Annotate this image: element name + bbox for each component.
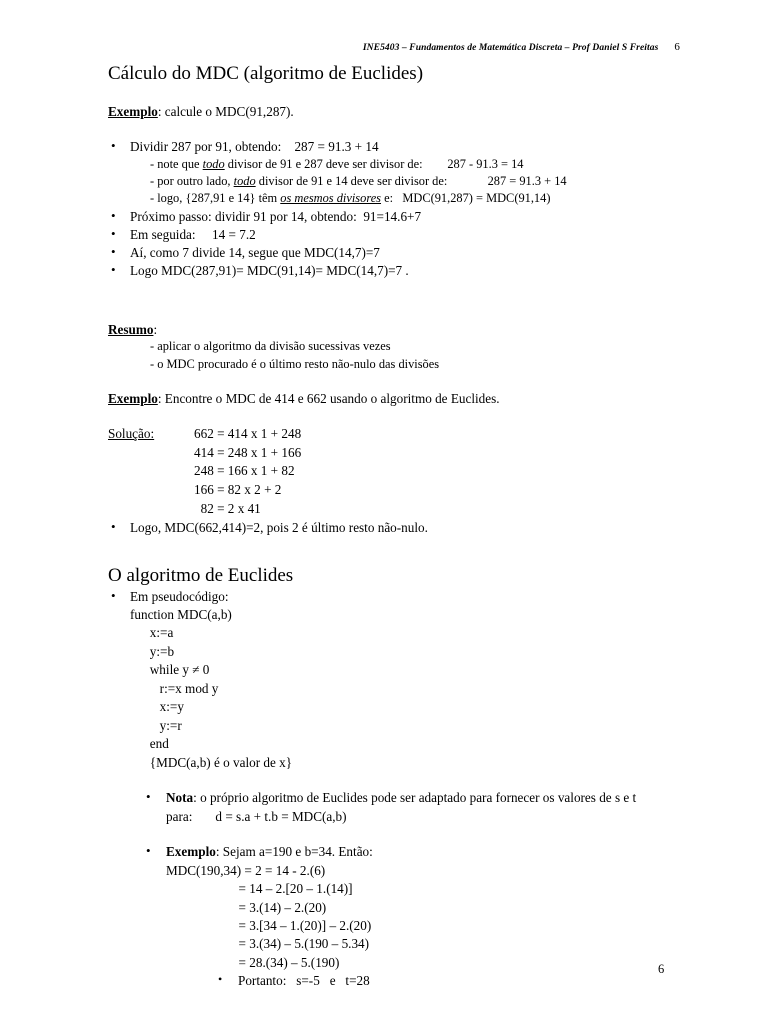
derivation-line: MDC(190,34) = 2 = 14 - 2.(6): [166, 862, 326, 878]
list-item: [108, 519, 688, 537]
pseudocode-line: x:=a: [130, 625, 174, 641]
list-item: [108, 244, 688, 262]
running-header: [363, 41, 680, 53]
bullet-2-text: Próximo passo: dividir 91 por 14, obtendo: 91=14.6+7: [130, 208, 422, 224]
equation-line: 248 = 166 x 1 + 82: [194, 463, 295, 479]
solution-block: [108, 425, 688, 519]
list-item: [108, 262, 688, 280]
solution-equations: [194, 425, 301, 519]
list-item: [108, 138, 688, 156]
sub-line-3-pre: - logo, {287,91 e 14} têm: [150, 191, 281, 206]
spacer: [108, 408, 688, 425]
spacer: [108, 772, 688, 789]
sub-line-3: [108, 190, 688, 207]
sub-line-2-pre: - por outro lado,: [150, 174, 234, 189]
example-2-label: Exemplo: [108, 390, 158, 406]
spacer: [108, 537, 688, 564]
derivation-line: = 14 – 2.[20 – 1.(14)]: [166, 881, 353, 897]
derivation-line: = 3.[34 – 1.(20)] – 2.(20): [166, 918, 372, 933]
spacer: [108, 121, 688, 138]
sub-line-2-emphasis: todo: [233, 174, 256, 189]
equation-line: 166 = 82 x 2 + 2: [194, 482, 282, 498]
document-content: [108, 62, 688, 991]
bullet-1-text: Dividir 287 por 91, obtendo: 287 = 91.3 + 14: [130, 138, 379, 154]
example-2-text: : Encontre o MDC de 414 e 662 usando o algoritmo de Euclides.: [157, 390, 500, 406]
derivation-line: = 3.(14) – 2.(20): [166, 899, 327, 915]
pseudocode-line: function MDC(a,b): [130, 606, 232, 622]
nota-line-2: para: d = s.a + t.b = MDC(a,b): [166, 808, 347, 824]
sub-line-2: [108, 173, 688, 190]
spacer: [108, 281, 688, 321]
running-header-page-number: 6: [674, 41, 680, 53]
example-3-item: [108, 843, 688, 861]
sub-line-1-post: divisor de 91 e 287 deve ser divisor de: 287 - 91.3 = 14: [224, 156, 524, 171]
pseudocode-line: x:=y: [130, 699, 184, 715]
example-1-line: [108, 103, 688, 121]
example-1-label: Exemplo: [108, 103, 158, 119]
list-item: [108, 588, 688, 606]
running-header-course: INE5403 – Fundamentos de Matemática Discreta – Prof Daniel S Freitas: [362, 43, 659, 53]
footer-page-number: 6: [658, 962, 665, 976]
example-2-line: [108, 390, 688, 408]
pseudo-bullet-text: Em pseudocódigo:: [130, 588, 229, 604]
list-item: [108, 226, 688, 244]
derivation-line: = 3.(34) – 5.(190 – 5.34): [166, 936, 370, 952]
equation-line: 414 = 248 x 1 + 166: [194, 444, 302, 460]
pseudocode-line: r:=x mod y: [130, 680, 219, 696]
derivation-line: = 28.(34) – 5.(190): [166, 954, 340, 970]
sub-line-1-pre: - note que: [150, 156, 203, 171]
example-3-label: Exemplo: [166, 844, 216, 860]
pseudocode-line: y:=b: [130, 643, 175, 659]
resumo-item-2: - o MDC procurado é o último resto não-nulo das divisões: [150, 356, 440, 371]
resumo-colon: :: [153, 321, 158, 337]
sub-line-3-emphasis: os mesmos divisores: [280, 191, 382, 206]
spacer: [108, 86, 688, 103]
bullet-5-text: Logo MDC(287,91)= MDC(91,14)= MDC(14,7)=7 .: [130, 263, 409, 279]
equation-line: 662 = 414 x 1 + 248: [194, 425, 302, 441]
sub-line-1: [108, 156, 688, 173]
example-3-conclusion-text: Portanto: s=-5 e t=28: [238, 973, 370, 989]
pseudocode-line: while y ≠ 0: [130, 662, 210, 678]
example-1-text: : calcule o MDC(91,287).: [157, 103, 294, 119]
resumo-item-1: - aplicar o algoritmo da divisão sucessivas vezes: [150, 339, 391, 354]
bullet-4-text: Aí, como 7 divide 14, segue que MDC(14,7)=7: [130, 245, 380, 261]
resumo-heading: [108, 321, 688, 339]
pseudocode-line: y:=r: [130, 717, 182, 733]
resumo-label: Resumo: [108, 321, 154, 337]
nota-label: Nota: [166, 790, 194, 806]
example-3-conclusion: [108, 972, 688, 990]
example-3-text: : Sejam a=190 e b=34. Então:: [215, 844, 373, 860]
solution-label: Solução:: [108, 425, 155, 441]
sub-line-2-post: divisor de 91 e 14 deve ser divisor de: 287 = 91.3 + 14: [255, 174, 567, 189]
list-item: [108, 208, 688, 226]
nota-text: : o próprio algoritmo de Euclides pode ser adaptado para fornecer os valores de s e t: [193, 790, 637, 806]
nota-item: [108, 789, 688, 807]
equation-line: 82 = 2 x 41: [194, 500, 261, 516]
bullet-3-text: Em seguida: 14 = 7.2: [130, 226, 256, 242]
section-title-euclides: O algoritmo de Euclides: [108, 564, 294, 586]
sub-line-1-emphasis: todo: [202, 156, 225, 171]
pseudocode-line: end: [130, 736, 169, 752]
sub-line-3-post: e: MDC(91,287) = MDC(91,14): [381, 191, 551, 206]
section-title-mdc: Cálculo do MDC (algoritmo de Euclides): [108, 63, 424, 84]
spacer: [108, 826, 688, 843]
pseudocode-line: {MDC(a,b) é o valor de x}: [130, 754, 293, 770]
example-2-conclusion: Logo, MDC(662,414)=2, pois 2 é último resto não-nulo.: [130, 519, 428, 535]
spacer: [108, 373, 688, 390]
